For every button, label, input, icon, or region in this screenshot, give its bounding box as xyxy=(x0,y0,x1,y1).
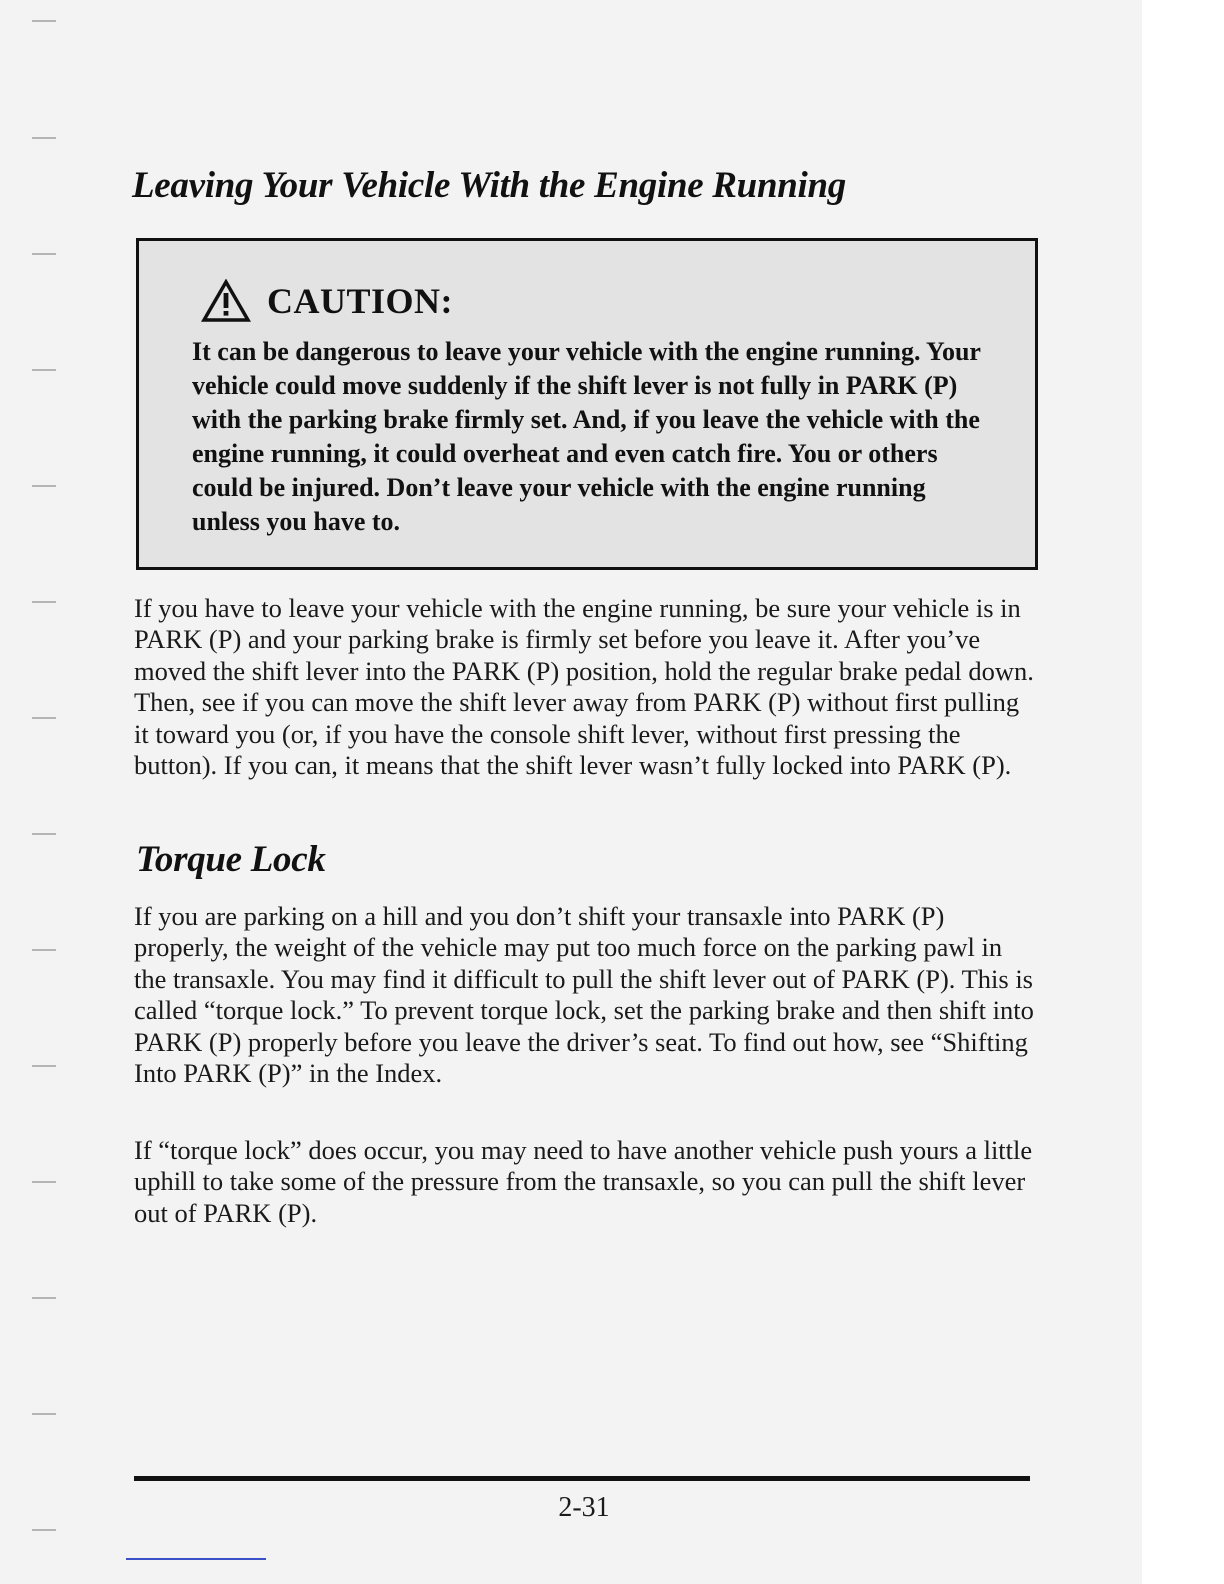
margin-tick xyxy=(32,601,56,603)
margin-tick xyxy=(32,1529,56,1531)
caution-text: It can be dangerous to leave your vehicle with the engine running. Your vehicle could move suddenly if the shift lever is not fully in PARK (P) with the parking brake firmly set. And, if you leave the vehicle with the engine running, it could overheat and even catch fire. You or others could be injured. Don’t leave your vehicle with the engine running unless you have to. xyxy=(192,337,981,536)
margin-tick xyxy=(32,1413,56,1415)
caution-box xyxy=(136,238,1038,570)
margin-tick xyxy=(32,1297,56,1299)
paragraph-leaving-vehicle: If you have to leave your vehicle with the engine running, be sure your vehicle is in PARK (P) and your parking brake is firmly set before you leave it. After you’ve moved the shift lever into the PARK (P) position, hold the regular brake pedal down. Then, see if you can move the shift lever away from PARK (P) without first pulling it toward you (or, if you have the console shift lever, without first pressing the button). If you can, it means that the shift lever wasn’t fully locked into PARK (P). xyxy=(134,593,1034,781)
subheading-torque-lock: Torque Lock xyxy=(136,839,326,880)
margin-tick xyxy=(32,369,56,371)
caution-header xyxy=(201,279,453,323)
paragraph-torque-lock-occurs: If “torque lock” does occur, you may need to have another vehicle push yours a little uphill to take some of the pressure from the transaxle, so you can pull the shift lever out of PARK (P). xyxy=(134,1135,1033,1228)
margin-tick xyxy=(32,20,56,22)
paragraph-torque-lock: If you are parking on a hill and you don’t shift your transaxle into PARK (P) properly, the weight of the vehicle may put too much force on the parking pawl in the transaxle. You may find it difficult to pull the shift lever out of PARK (P). This is called “torque lock.” To prevent torque lock, set the parking brake and then shift into PARK (P) properly before you leave the driver’s seat. To find out how, see “Shifting Into PARK (P)” in the Index. xyxy=(134,901,1034,1089)
margin-tick xyxy=(32,137,56,139)
caution-title: CAUTION: xyxy=(267,281,454,321)
margin-tick xyxy=(32,833,56,835)
warning-triangle-icon xyxy=(201,279,251,323)
footer-rule xyxy=(134,1476,1030,1481)
margin-tick xyxy=(32,1181,56,1183)
margin-tick xyxy=(32,949,56,951)
page-number: 2-31 xyxy=(558,1492,610,1523)
margin-tick xyxy=(32,717,56,719)
section-heading: Leaving Your Vehicle With the Engine Running xyxy=(132,165,846,206)
margin-tick xyxy=(32,1065,56,1067)
margin-tick xyxy=(32,253,56,255)
selection-underline xyxy=(126,1558,266,1560)
margin-tick xyxy=(32,485,56,487)
